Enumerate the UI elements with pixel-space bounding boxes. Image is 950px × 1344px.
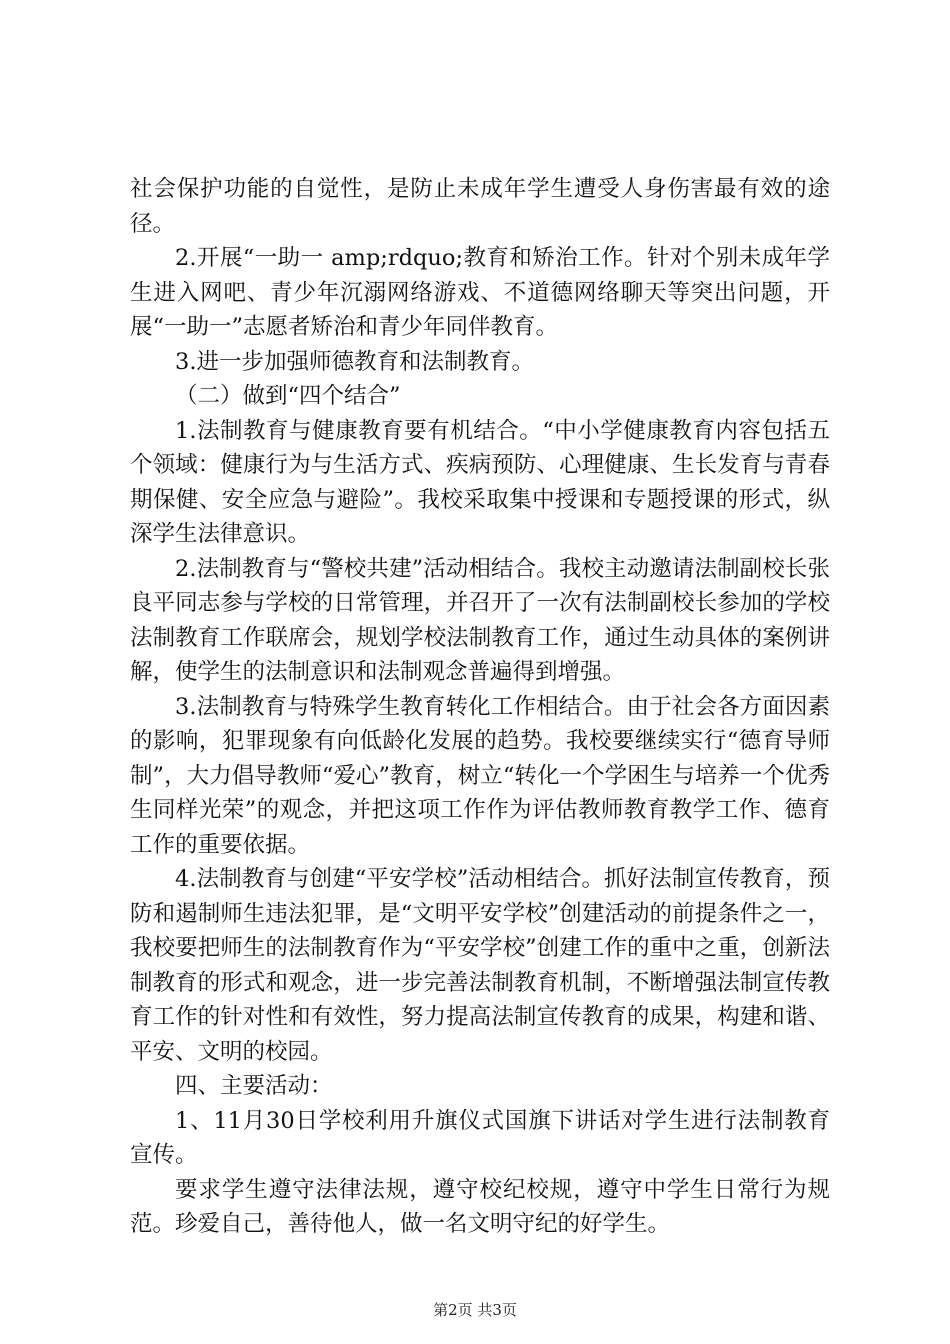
paragraph: 3.法制教育与特殊学生教育转化工作相结合。由于社会各方面因素的影响，犯罪现象有向低龄化发展的趋势。我校要继续实行“德育导师制”，大力倡导教师“爱心”教育，树立“转化一个学困生与培养一个优秀生同样光荣”的观念，并把这项工作作为评估教师教育教学工作、德育工作的重要依据。 <box>130 693 830 858</box>
paragraph: 4.法制教育与创建“平安学校”活动相结合。抓好法制宣传教育，预防和遏制师生违法犯罪，是“文明平安学校”创建活动的前提条件之一，我校要把师生的法制教育作为“平安学校”创建工作的重中之重，创新法制教育的形式和观念，进一步完善法制教育机制，不断增强法制宣传教育工作的针对性和有效性，努力提高法制宣传教育的成果，构建和谐、平安、文明的校园。 <box>130 866 830 1065</box>
document-body <box>130 172 830 1242</box>
paragraph: 2.开展“一助一 amp;rdquo;教育和矫治工作。针对个别未成年学生进入网吧、青少年沉溺网络游戏、不道德网络聊天等突出问题，开展“一助一”志愿者矫治和青少年同伴教育。 <box>130 245 830 340</box>
paragraph: 3.进一步加强师德教育和法制教育。 <box>175 348 534 375</box>
paragraph: 2.法制教育与“警校共建”活动相结合。我校主动邀请法制副校长张良平同志参与学校的日常管理，并召开了一次有法制副校长参加的学校法制教育工作联席会，规划学校法制教育工作，通过生动具体的案例讲解，使学生的法制意识和法制观念普遍得到增强。 <box>130 555 830 685</box>
page-number-footer: 第2页 共3页 <box>433 1301 517 1319</box>
paragraph: 1、11月30日学校利用升旗仪式国旗下讲话对学生进行法制教育宣传。 <box>130 1107 830 1168</box>
paragraph: 要求学生遵守法律法规，遵守校纪校规，遵守中学生日常行为规范。珍爱自己，善待他人，做一名文明守纪的好学生。 <box>130 1176 830 1237</box>
paragraph: 社会保护功能的自觉性，是防止未成年学生遭受人身伤害最有效的途径。 <box>130 176 830 237</box>
section-heading: 四、主要活动： <box>175 1073 333 1099</box>
section-heading: （二）做到“四个结合” <box>175 383 401 409</box>
paragraph: 1.法制教育与健康教育要有机结合。“中小学健康教育内容包括五个领域：健康行为与生活方式、疾病预防、心理健康、生长发育与青春期保健、安全应急与避险”。我校采取集中授课和专题授课的形式，纵深学生法律意识。 <box>130 417 830 547</box>
